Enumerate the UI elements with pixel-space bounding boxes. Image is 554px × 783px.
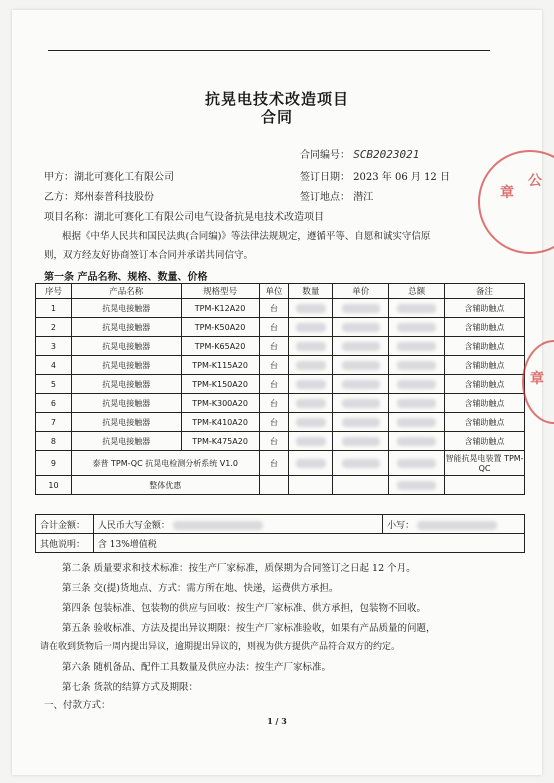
total-redacted xyxy=(389,318,445,337)
total-redacted xyxy=(389,337,445,356)
table-row xyxy=(36,451,525,476)
contract-subtitle: 合同 xyxy=(260,108,293,126)
col-header: 规格型号 xyxy=(181,284,259,299)
unit-price xyxy=(333,476,389,495)
unit: 台 xyxy=(259,299,289,318)
product-name: 抗晃电接触器 xyxy=(71,413,181,432)
row-no: 3 xyxy=(36,337,72,356)
unit-price-redacted xyxy=(333,337,389,356)
col-header: 序号 xyxy=(36,284,72,299)
unit-price-redacted xyxy=(333,299,389,318)
row-no: 10 xyxy=(36,476,72,495)
unit: 台 xyxy=(259,413,289,432)
total-label: 合计金额： xyxy=(36,515,94,534)
sign-place: 签订地点： 潜江 xyxy=(300,192,374,203)
note: 智能抗晃电装置 TPM-QC xyxy=(445,451,525,476)
unit-price-redacted xyxy=(333,451,389,476)
clause-2: 第二条 质量要求和技术标准：按生产厂家标准，质保期为合同签订之日起 12 个月。 xyxy=(62,563,416,574)
unit-price-redacted xyxy=(333,413,389,432)
unit: 台 xyxy=(259,337,289,356)
total-redacted xyxy=(389,451,445,476)
total-redacted xyxy=(389,476,445,495)
col-header: 产品名称 xyxy=(71,284,181,299)
summary-table xyxy=(35,514,525,553)
quantity-redacted xyxy=(289,451,333,476)
table-row xyxy=(36,299,525,318)
product-name: 抗晃电接触器 xyxy=(71,337,181,356)
quantity-redacted xyxy=(289,337,333,356)
quantity-redacted xyxy=(289,318,333,337)
row-no: 6 xyxy=(36,394,72,413)
note: 含辅助触点 xyxy=(445,375,525,394)
unit-price-redacted xyxy=(333,318,389,337)
table-row xyxy=(36,413,525,432)
clause-7: 第七条 货款的结算方式及期限： xyxy=(62,682,199,693)
total-redacted xyxy=(389,356,445,375)
party-b: 乙方：郑州泰普科技股份 xyxy=(44,192,154,203)
row-no: 9 xyxy=(36,451,72,476)
total-words xyxy=(93,515,382,534)
table-row xyxy=(36,318,525,337)
note: 含辅助触点 xyxy=(445,299,525,318)
model: TPM-K65A20 xyxy=(181,337,259,356)
product-name: 抗晃电接触器 xyxy=(71,375,181,394)
product-name: 抗晃电接触器 xyxy=(71,432,181,451)
unit: 台 xyxy=(259,394,289,413)
unit-price-redacted xyxy=(333,356,389,375)
table-row xyxy=(36,476,525,495)
quantity-redacted xyxy=(289,299,333,318)
col-header: 数量 xyxy=(289,284,333,299)
row-no: 4 xyxy=(36,356,72,375)
contract-no-value: SCB2023021 xyxy=(353,148,420,161)
total-words-label: 人民币大写金额： xyxy=(97,520,170,531)
note: 含辅助触点 xyxy=(445,413,525,432)
model: TPM-K115A20 xyxy=(181,356,259,375)
col-header: 备注 xyxy=(445,284,525,299)
table-row xyxy=(36,432,525,451)
model: TPM-K475A20 xyxy=(181,432,259,451)
page-number: 1 / 3 xyxy=(267,716,287,726)
quantity-redacted xyxy=(289,413,333,432)
col-header: 总额 xyxy=(389,284,445,299)
quantity-redacted xyxy=(289,432,333,451)
clause-3: 第三条 交(提)货地点、方式：需方所在地、快递，运费供方承担。 xyxy=(62,583,339,594)
other-value: 含 13%增值税 xyxy=(93,534,524,553)
quantity-redacted xyxy=(289,375,333,394)
contract-title: 抗晃电技术改造项目 xyxy=(204,90,349,108)
note: 含辅助触点 xyxy=(445,356,525,375)
other-row xyxy=(36,534,525,553)
model: TPM-K300A20 xyxy=(181,394,259,413)
note: 含辅助触点 xyxy=(445,394,525,413)
total-small-label: 小写： xyxy=(387,520,415,531)
header-rule xyxy=(48,50,490,51)
clause-5-cont: 请在收到货物后一周内提出异议，逾期提出异议的，则视为供方提供产品符合双方的约定。 xyxy=(40,642,401,652)
unit: 台 xyxy=(259,356,289,375)
other-label: 其他说明： xyxy=(36,534,94,553)
model: TPM-K12A20 xyxy=(181,299,259,318)
unit-price-redacted xyxy=(333,375,389,394)
sign-date: 签订日期： 2023 年 06 月 12 日 xyxy=(300,172,450,183)
total-redacted xyxy=(389,299,445,318)
total-row xyxy=(36,515,525,534)
unit-price-redacted xyxy=(333,432,389,451)
items-table xyxy=(35,283,525,495)
product-name: 泰普 TPM-QC 抗晃电检测分析系统 V1.0 xyxy=(71,451,259,476)
contract-no-label: 合同编号： xyxy=(300,150,350,161)
quantity-redacted xyxy=(289,356,333,375)
row-no: 2 xyxy=(36,318,72,337)
unit: 台 xyxy=(259,432,289,451)
product-name: 整体优惠 xyxy=(71,476,259,495)
col-header: 单价 xyxy=(333,284,389,299)
table-row xyxy=(36,337,525,356)
note: 含辅助触点 xyxy=(445,318,525,337)
table-row xyxy=(36,394,525,413)
unit: 台 xyxy=(259,375,289,394)
total-redacted xyxy=(389,394,445,413)
total-small xyxy=(383,515,525,534)
clause-6: 第六条 随机备品、配件工具数量及供应办法：按生产厂家标准。 xyxy=(62,662,332,673)
model: TPM-K410A20 xyxy=(181,413,259,432)
row-no: 1 xyxy=(36,299,72,318)
company-seal-icon: 章 公 xyxy=(478,150,554,254)
model: TPM-K150A20 xyxy=(181,375,259,394)
total-redacted xyxy=(389,413,445,432)
contract-no xyxy=(300,146,419,161)
table-header-row xyxy=(36,284,525,299)
clause-7-item-1: 一、付款方式： xyxy=(44,700,111,711)
table-row xyxy=(36,356,525,375)
model: TPM-K50A20 xyxy=(181,318,259,337)
col-header: 单位 xyxy=(259,284,289,299)
company-seal-partial-icon: 章 xyxy=(522,340,554,424)
project-name: 项目名称：湖北可赛化工有限公司电气设备抗晃电技术改造项目 xyxy=(44,212,324,223)
article-1: 第一条 产品名称、规格、数量、价格 xyxy=(44,272,208,283)
note: 含辅助触点 xyxy=(445,337,525,356)
clause-4: 第四条 包装标准、包装物的供应与回收：按生产厂家标准、供方承担，包装物不回收。 xyxy=(62,603,427,614)
preamble-line-1: 根据《中华人民共和国民法典(合同编)》等法律法规规定，遵循平等、自愿和诚实守信原 xyxy=(62,231,431,242)
unit: 台 xyxy=(259,318,289,337)
unit-price-redacted xyxy=(333,394,389,413)
total-redacted xyxy=(389,432,445,451)
table-row xyxy=(36,375,525,394)
quantity-redacted xyxy=(289,394,333,413)
row-no: 7 xyxy=(36,413,72,432)
note: 含辅助触点 xyxy=(445,432,525,451)
product-name: 抗晃电接触器 xyxy=(71,394,181,413)
total-redacted xyxy=(389,375,445,394)
product-name: 抗晃电接触器 xyxy=(71,356,181,375)
unit xyxy=(259,476,289,495)
party-a: 甲方：湖北可赛化工有限公司 xyxy=(44,172,174,183)
clause-5: 第五条 验收标准、方法及提出异议期限：按生产厂家标准验收，如果有产品质量的问题， xyxy=(62,623,436,634)
row-no: 8 xyxy=(36,432,72,451)
quantity xyxy=(289,476,333,495)
row-no: 5 xyxy=(36,375,72,394)
preamble-line-2: 则，双方经友好协商签订本合同并承诺共同信守。 xyxy=(44,250,254,261)
product-name: 抗晃电接触器 xyxy=(71,318,181,337)
unit: 台 xyxy=(259,451,289,476)
table-body xyxy=(36,299,525,451)
product-name: 抗晃电接触器 xyxy=(71,299,181,318)
note xyxy=(445,476,525,495)
